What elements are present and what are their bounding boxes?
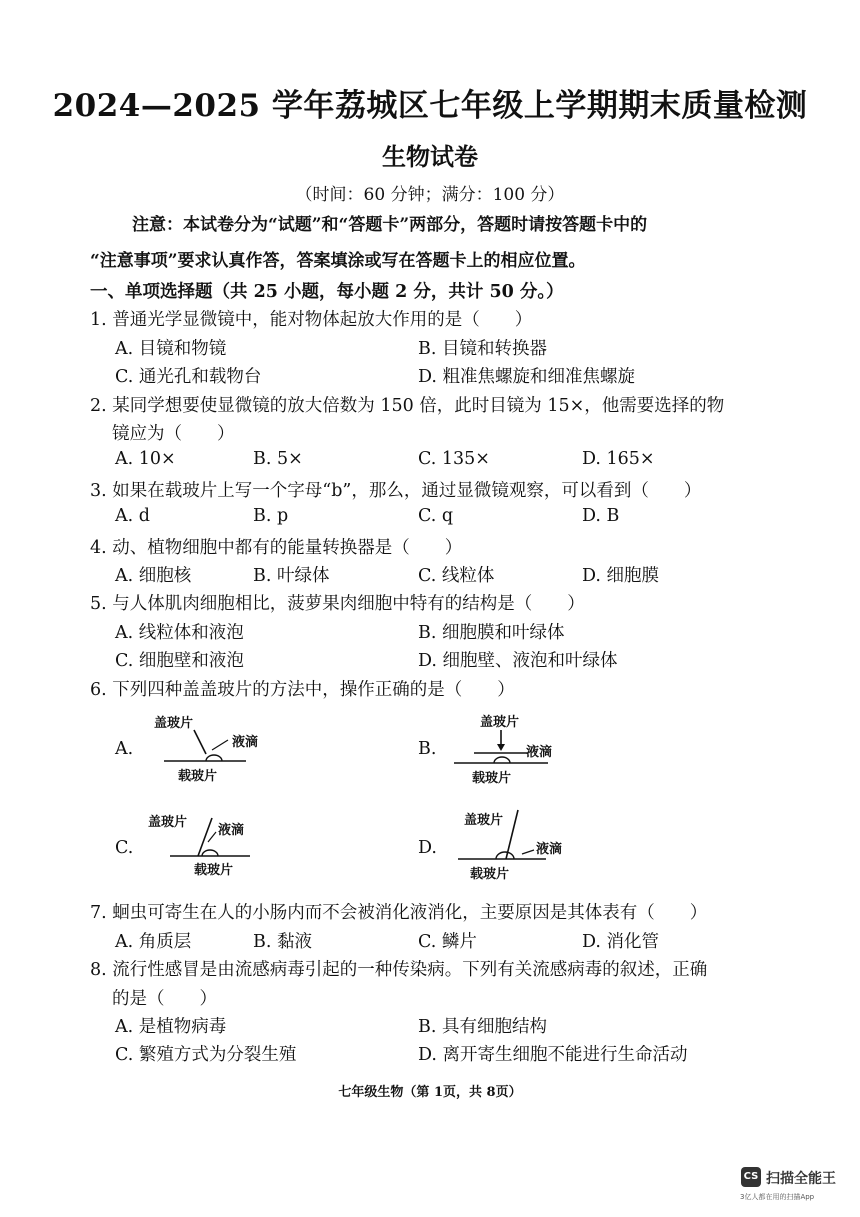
svg-text:盖玻片: 盖玻片 [464, 813, 504, 828]
q6-figure-c [148, 810, 278, 894]
svg-text:液滴: 液滴 [536, 842, 563, 857]
svg-text:液滴: 液滴 [232, 735, 259, 750]
q6-option-a: A. [115, 739, 134, 759]
q1-option-a: A. 目镜和物镜 [115, 339, 227, 359]
q6-option-d: D. [418, 838, 437, 858]
q8-stem-1: 8. 流行性感冒是由流感病毒引起的一种传染病。下列有关流感病毒的叙述，正确 [90, 960, 708, 980]
q2-option-a: A. 10× [115, 449, 176, 469]
q6-figure-d [456, 808, 586, 892]
q4-option-b: B. 叶绿体 [253, 566, 330, 586]
q1-stem: 1. 普通光学显微镜中，能对物体起放大作用的是（ ） [90, 310, 533, 330]
q2-stem-2: 镜应为（ ） [112, 424, 235, 444]
q4-stem: 4. 动、植物细胞中都有的能量转换器是（ ） [90, 538, 463, 558]
svg-text:载玻片: 载玻片 [178, 769, 218, 784]
q5-stem: 5. 与人体肌肉细胞相比，菠萝果肉细胞中特有的结构是（ ） [90, 594, 585, 614]
q2-option-b: B. 5× [253, 449, 303, 469]
notice-line-1: 注意：本试卷分为“试题”和“答题卡”两部分，答题时请按答题卡中的 [132, 215, 648, 235]
q6-option-b: B. [418, 739, 437, 759]
q1-option-d: D. 粗准焦螺旋和细准焦螺旋 [418, 367, 636, 387]
q5-option-a: A. 线粒体和液泡 [115, 623, 244, 643]
q1-option-c: C. 通光孔和载物台 [115, 367, 262, 387]
q4-option-a: A. 细胞核 [115, 566, 192, 586]
q3-option-d: D. B [582, 506, 620, 526]
svg-text:载玻片: 载玻片 [472, 771, 512, 786]
q6-figure-b [452, 712, 582, 796]
q8-option-c: C. 繁殖方式为分裂生殖 [115, 1045, 297, 1065]
svg-text:液滴: 液滴 [526, 745, 553, 760]
q7-option-d: D. 消化管 [582, 932, 660, 952]
q5-option-d: D. 细胞壁、液泡和叶绿体 [418, 651, 618, 671]
q7-option-b: B. 黏液 [253, 932, 312, 952]
exam-subtitle: 生物试卷 [382, 142, 478, 171]
section-heading: 一、单项选择题（共 25 小题，每小题 2 分，共计 50 分。） [90, 282, 564, 302]
q5-option-b: B. 细胞膜和叶绿体 [418, 623, 565, 643]
q7-stem: 7. 蛔虫可寄生在人的小肠内而不会被消化液消化，主要原因是其体表有（ ） [90, 903, 708, 923]
q2-stem-1: 2. 某同学想要使显微镜的放大倍数为 150 倍，此时目镜为 15×，他需要选择的物 [90, 396, 725, 416]
q7-option-c: C. 鳞片 [418, 932, 477, 952]
q4-option-c: C. 线粒体 [418, 566, 495, 586]
q8-stem-2: 的是（ ） [112, 989, 217, 1009]
q3-option-b: B. p [253, 506, 289, 526]
q3-option-a: A. d [115, 506, 150, 526]
q8-option-a: A. 是植物病毒 [115, 1017, 227, 1037]
q8-option-b: B. 具有细胞结构 [418, 1017, 547, 1037]
q7-option-a: A. 角质层 [115, 932, 192, 952]
svg-text:载玻片: 载玻片 [470, 867, 510, 882]
scanner-watermark-sub: 3亿人都在用的扫描App [740, 1193, 815, 1201]
q8-option-d: D. 离开寄生细胞不能进行生命活动 [418, 1045, 688, 1065]
q6-stem: 6. 下列四种盖盖玻片的方法中，操作正确的是（ ） [90, 680, 515, 700]
q5-option-c: C. 细胞壁和液泡 [115, 651, 244, 671]
q2-option-c: C. 135× [418, 449, 490, 469]
q3-stem: 3. 如果在载玻片上写一个字母“b”，那么，通过显微镜观察，可以看到（ ） [90, 481, 702, 501]
svg-text:载玻片: 载玻片 [194, 863, 234, 878]
q6-figure-a [150, 712, 280, 796]
exam-time: （时间：60 分钟；满分：100 分） [295, 185, 565, 205]
q1-option-b: B. 目镜和转换器 [418, 339, 547, 359]
q4-option-d: D. 细胞膜 [582, 566, 660, 586]
page-footer: 七年级生物（第 1页，共 8页） [338, 1085, 522, 1100]
q2-option-d: D. 165× [582, 449, 655, 469]
svg-text:盖玻片: 盖玻片 [480, 715, 520, 730]
q3-option-c: C. q [418, 506, 454, 526]
exam-title: 2024—2025 学年荔城区七年级上学期期末质量检测 [52, 88, 808, 124]
svg-text:盖玻片: 盖玻片 [148, 815, 188, 830]
svg-text:液滴: 液滴 [218, 823, 245, 838]
q6-option-c: C. [115, 838, 134, 858]
scanner-watermark-name: 扫描全能王 [766, 1171, 836, 1187]
notice-line-2: “注意事项”要求认真作答，答案填涂或写在答题卡上的相应位置。 [90, 251, 586, 271]
scanner-logo-icon: CS [741, 1167, 761, 1187]
svg-text:盖玻片: 盖玻片 [154, 716, 194, 731]
